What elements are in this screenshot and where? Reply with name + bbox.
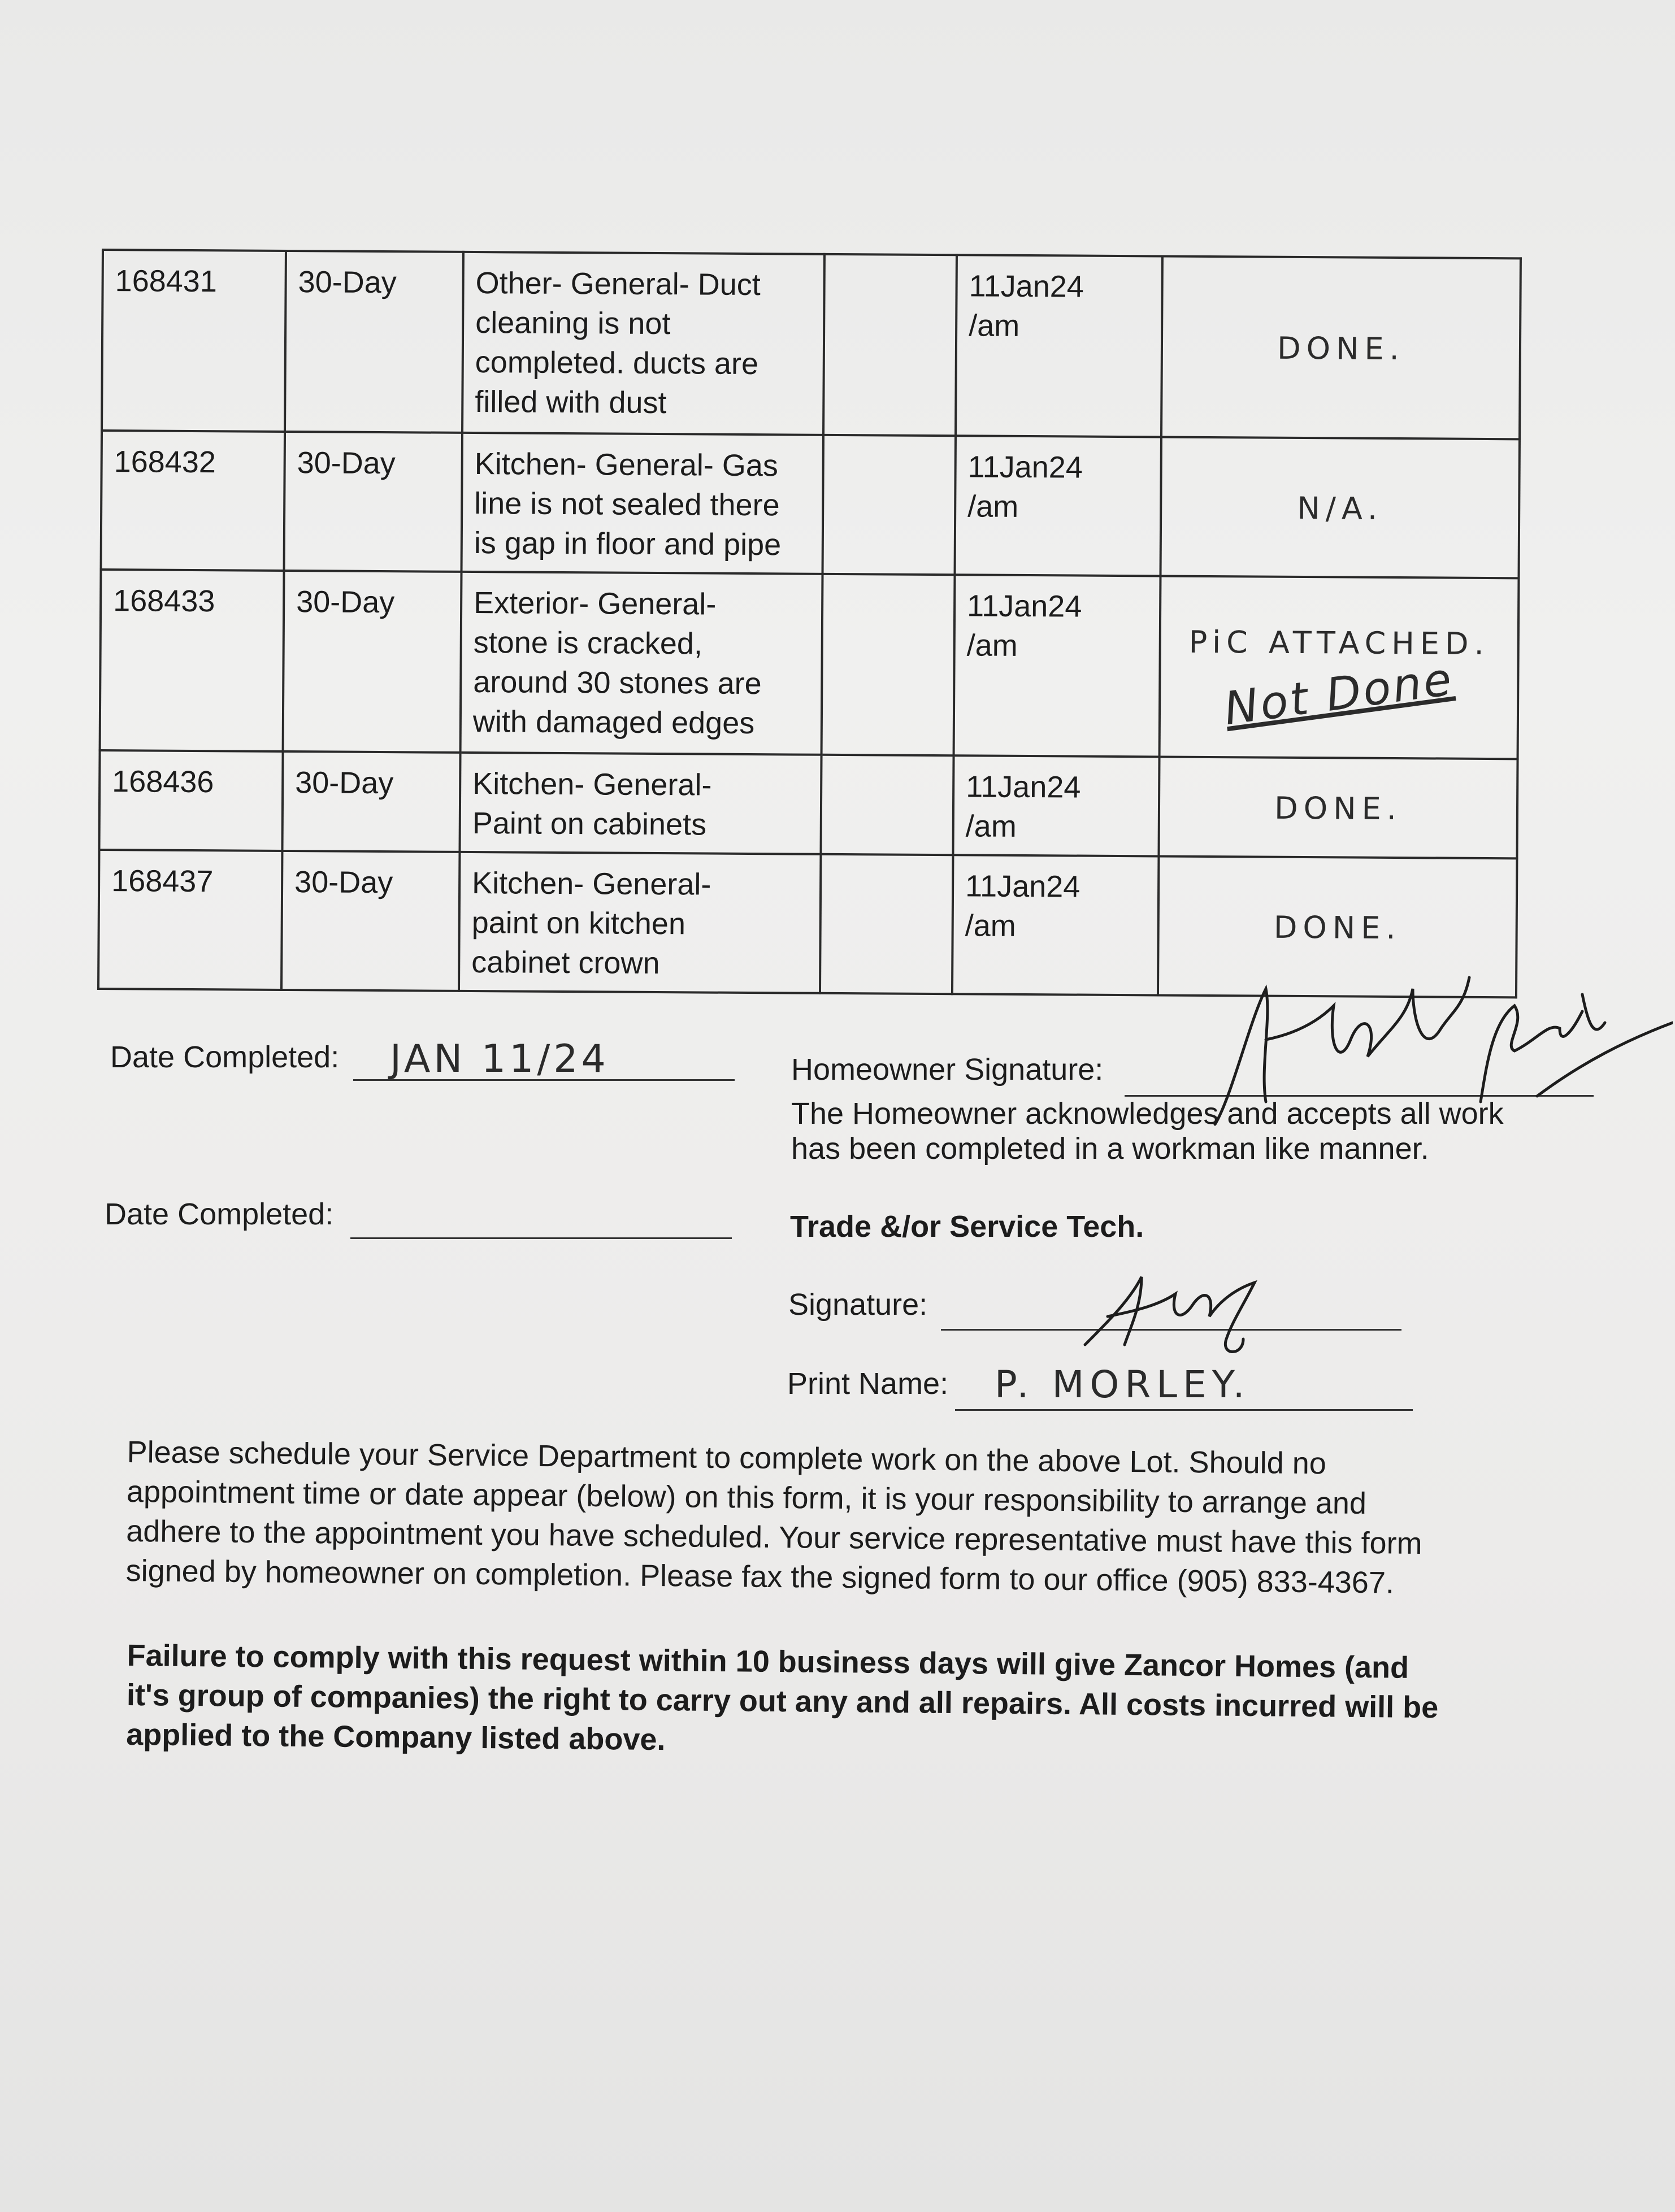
acknowledge-line-2: has been completed in a workman like manner. — [791, 1132, 1429, 1166]
row-id: 168432 — [114, 445, 216, 480]
row-description-line: Other- General- Duct — [475, 266, 761, 302]
row-id-cell — [99, 750, 283, 851]
row-id-cell — [100, 570, 284, 751]
date-completed-label-2: Date Completed: — [105, 1197, 334, 1231]
table-row — [102, 250, 1521, 439]
row-period: 30-Day — [296, 585, 395, 620]
paragraph-line: signed by homeowner on completion. Please fax the signed form to our office (905) 833-4367. — [125, 1553, 1395, 1600]
row-description-cell — [459, 852, 821, 993]
table-row — [101, 431, 1520, 578]
row-description-cell — [461, 572, 823, 755]
row-period-cell — [283, 571, 462, 753]
row-time: /am — [965, 909, 1016, 943]
row-date: 11Jan24 — [966, 770, 1081, 805]
paragraph-line: Please schedule your Service Department to complete work on the above Lot. Should no — [127, 1435, 1327, 1481]
row-time: /am — [966, 628, 1018, 663]
row-date: 11Jan24 — [966, 589, 1082, 624]
trade-service-tech-label: Trade &/or Service Tech. — [790, 1210, 1144, 1244]
row-note-cell — [1161, 256, 1521, 439]
row-period: 30-Day — [297, 446, 396, 481]
row-time: /am — [965, 809, 1017, 844]
acknowledge-line-1: The Homeowner acknowledges and accepts all work — [791, 1097, 1504, 1131]
row-empty-cell — [822, 574, 955, 755]
row-description-line: Exterior- General- — [473, 586, 717, 622]
row-id: 168431 — [115, 264, 218, 299]
row-description-line: stone is cracked, — [473, 625, 703, 661]
row-date-cell — [956, 255, 1162, 437]
row-description-line: Paint on cabinets — [472, 806, 707, 842]
row-id: 168433 — [113, 584, 215, 619]
row-id-cell — [102, 250, 286, 432]
row-date-cell — [953, 755, 1159, 856]
row-note: N/A. — [1297, 490, 1383, 527]
row-empty-cell — [820, 854, 953, 994]
table-row — [100, 570, 1519, 759]
row-description-line: paint on kitchen — [471, 906, 686, 941]
failure-warning — [126, 1636, 1500, 1767]
row-description-line: filled with dust — [475, 385, 667, 420]
row-description-line: Kitchen- General- — [471, 866, 711, 902]
row-description-line: completed. ducts are — [475, 345, 759, 381]
row-description-line: with damaged edges — [472, 705, 755, 741]
paragraph-line: appointment time or date appear (below) on this form, it is your responsibility to arrange and — [126, 1474, 1367, 1521]
row-id-cell — [101, 431, 285, 571]
row-note-extra: Not Done — [1221, 652, 1457, 736]
row-note: DONE. — [1277, 330, 1405, 367]
row-date: 11Jan24 — [969, 269, 1084, 304]
deficiency-table — [97, 249, 1522, 998]
paragraph-line: applied to the Company listed above. — [126, 1717, 666, 1757]
row-note-cell — [1160, 437, 1519, 578]
row-empty-cell — [823, 435, 956, 575]
row-description-cell — [459, 753, 821, 854]
row-time: /am — [967, 489, 1019, 524]
row-date-cell — [952, 855, 1158, 995]
row-date: 11Jan24 — [965, 869, 1080, 904]
date-completed-value-1: JAN 11/24 — [390, 1037, 609, 1081]
row-description-line: Kitchen- General- — [472, 767, 712, 802]
row-time: /am — [969, 308, 1020, 343]
row-description-line: line is not sealed there — [474, 486, 780, 523]
date-completed-label-1: Date Completed: — [110, 1040, 340, 1074]
row-period: 30-Day — [294, 865, 393, 900]
row-description-line: around 30 stones are — [473, 665, 762, 701]
row-period-cell — [285, 251, 463, 433]
print-name-label: Print Name: — [787, 1367, 949, 1401]
paragraph-line: Failure to comply with this request within 10 business days will give Zancor Homes (and — [127, 1638, 1409, 1685]
row-description-line: cleaning is not — [475, 306, 671, 341]
row-period-cell — [281, 851, 459, 991]
row-note: DONE. — [1273, 909, 1401, 946]
table-row — [99, 750, 1518, 858]
row-note: PiC ATTACHED. — [1188, 624, 1490, 662]
row-empty-cell — [821, 755, 953, 855]
tech-signature — [1074, 1266, 1277, 1362]
row-period: 30-Day — [295, 766, 394, 801]
row-description-line: is gap in floor and pipe — [474, 526, 782, 562]
row-description-line: Kitchen- General- Gas — [474, 447, 779, 483]
row-period-cell — [282, 751, 460, 852]
paragraph-line: it's group of companies) the right to carry out any and all repairs. All costs incurred will be — [126, 1678, 1439, 1725]
row-id-cell — [98, 850, 282, 990]
row-empty-cell — [823, 254, 957, 436]
row-note-cell — [1160, 576, 1519, 759]
signature-label: Signature: — [788, 1288, 928, 1322]
row-period-cell — [284, 432, 462, 572]
row-date: 11Jan24 — [967, 450, 1083, 485]
date-completed-line-2 — [350, 1203, 732, 1239]
row-id: 168437 — [111, 864, 214, 899]
row-date-cell — [954, 575, 1161, 757]
row-description-cell — [462, 433, 823, 574]
row-date-cell — [955, 436, 1161, 576]
row-id: 168436 — [112, 764, 214, 799]
print-name-value: P. MORLEY. — [995, 1363, 1251, 1406]
schedule-instructions — [125, 1432, 1500, 1603]
row-period: 30-Day — [298, 265, 397, 300]
row-description-cell — [462, 252, 825, 435]
paragraph-line: adhere to the appointment you have scheduled. Your service representative must have this form — [126, 1514, 1422, 1561]
row-note-cell — [1158, 757, 1517, 858]
row-note: DONE. — [1274, 790, 1403, 827]
row-description-line: cabinet crown — [471, 945, 660, 981]
homeowner-signature-label: Homeowner Signature: — [791, 1053, 1104, 1087]
